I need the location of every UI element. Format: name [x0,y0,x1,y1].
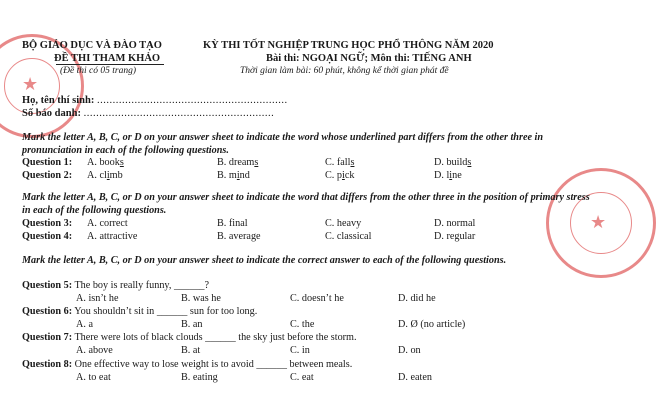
candidate-name-dots: ............................................................. [96,95,288,106]
option-b[interactable]: B. dreams [217,157,259,168]
candidate-number-label: Số báo danh: [22,108,81,119]
question-text: One effective way to lose weight is to avoid ______ between meals. [72,359,353,370]
question-stem [22,332,357,343]
instruction-pronunciation: Mark the letter A, B, C, or D on your answer sheet to indicate the word whose underlined part differs from the other three in pronunciation in each of the following questions. [22,132,544,156]
option-c[interactable]: C. eat [290,372,314,383]
header-divider [56,64,164,65]
option-a[interactable]: A. attractive [87,231,138,242]
candidate-name-field[interactable] [22,95,288,106]
option-a[interactable]: A. climb [87,170,123,181]
question-label: Question 7: [22,332,73,343]
seal-star-icon: ★ [22,74,39,95]
time-limit-line: Thời gian làm bài: 60 phút, không kể thời gian phát đề [240,66,449,76]
page-count-note: (Đề thi có 05 trang) [60,66,136,76]
option-b[interactable]: B. mind [217,170,250,181]
question-text: You shouldn’t sit in ______ sun for too long. [72,306,258,317]
option-b[interactable]: B. an [181,319,203,330]
instruction-stress: Mark the letter A, B, C, or D on your answer sheet to indicate the word that differs from the other three in the position of primary stress in each of the following questions. [22,192,590,216]
option-a[interactable]: A. books [87,157,124,168]
option-d[interactable]: D. regular [434,231,476,242]
option-d[interactable]: D. Ø (no article) [398,319,466,330]
question-stem [22,280,209,291]
option-b[interactable]: B. eating [181,372,218,383]
document-type: ĐỀ THI THAM KHẢO [54,53,161,64]
question-label: Question 6: [22,306,73,317]
question-label: Question 8: [22,359,73,370]
option-b[interactable]: B. average [217,231,261,242]
option-a[interactable]: A. correct [87,218,128,229]
option-a[interactable]: A. above [76,345,113,356]
option-c[interactable]: C. the [290,319,315,330]
candidate-number-dots: ............................................................. [83,108,275,119]
exam-title: KỲ THI TỐT NGHIỆP TRUNG HỌC PHỔ THÔNG NĂM 2020 [203,40,494,51]
option-d[interactable]: D. on [398,345,421,356]
question-label: Question 5: [22,280,73,291]
question-label: Question 2: [22,170,73,181]
option-a[interactable]: A. isn’t he [76,293,119,304]
option-b[interactable]: B. final [217,218,248,229]
option-a[interactable]: A. a [76,319,93,330]
question-label: Question 3: [22,218,73,229]
option-c[interactable]: C. falls [325,157,355,168]
candidate-name-label: Họ, tên thí sinh: [22,95,95,106]
option-a[interactable]: A. to eat [76,372,111,383]
question-label: Question 4: [22,231,73,242]
option-c[interactable]: C. heavy [325,218,362,229]
question-label: Question 1: [22,157,73,168]
instruction-correct-answer: Mark the letter A, B, C, or D on your answer sheet to indicate the correct answer to each of the following questions. [22,255,507,266]
question-stem [22,306,257,317]
question-text: There were lots of black clouds ______ the sky just before the storm. [72,332,357,343]
option-d[interactable]: D. builds [434,157,472,168]
subject-line: Bài thi: NGOẠI NGỮ; Môn thi: TIẾNG ANH [266,53,472,64]
option-b[interactable]: B. at [181,345,201,356]
option-c[interactable]: C. classical [325,231,372,242]
question-text: The boy is really funny, ______? [72,280,210,291]
option-c[interactable]: C. pick [325,170,355,181]
question-stem [22,359,352,370]
seal-star-icon: ★ [590,212,607,233]
option-b[interactable]: B. was he [181,293,221,304]
option-c[interactable]: C. doesn’t he [290,293,344,304]
option-d[interactable]: D. line [434,170,462,181]
ministry-name: BỘ GIÁO DỤC VÀ ĐÀO TẠO [22,40,162,51]
candidate-number-field[interactable] [22,108,274,119]
option-d[interactable]: D. did he [398,293,436,304]
option-d[interactable]: D. normal [434,218,476,229]
option-c[interactable]: C. in [290,345,310,356]
option-d[interactable]: D. eaten [398,372,432,383]
